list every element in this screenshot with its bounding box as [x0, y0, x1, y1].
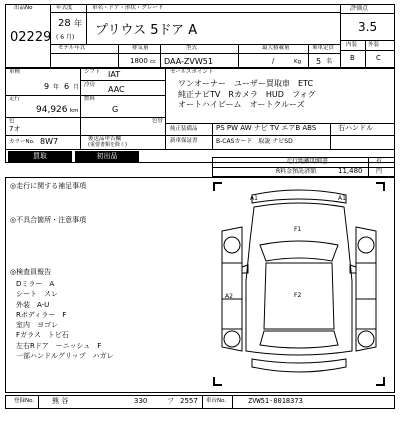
fuel-label: 燃料 — [84, 96, 96, 102]
new-car-warranty-value: B-CASカード 取説 ナビSD — [216, 138, 293, 145]
year-number: 28 — [58, 18, 71, 29]
capacity-unit: 名 — [326, 58, 333, 65]
color-label: 色 — [9, 118, 15, 124]
shift-label: シフト — [84, 69, 101, 75]
first-listing-badge: 初出品 — [75, 151, 139, 162]
eval-label: 評価点 — [350, 5, 369, 12]
damage-mark-a1-right: A1 — [338, 195, 346, 202]
sales-point-line: 純正ナビTV Rカメラ HUD フォグ — [178, 89, 316, 99]
mileage: 94,926 — [36, 105, 68, 115]
inspection-year-unit: 年 — [53, 84, 60, 91]
driving-notes-label: ◎走行に関する補足事項 — [10, 182, 87, 190]
registration-class: 330 — [134, 397, 148, 405]
inspector-item: Rボディラー F — [16, 310, 67, 319]
shift: IAT — [108, 70, 121, 79]
inspector-item: 外装 A-U — [16, 300, 50, 309]
car-name-label: 車名・ドア・形状・グレード — [92, 5, 164, 11]
year-month: ( 6 月) — [56, 34, 75, 41]
inspection-year: 9 — [44, 82, 50, 91]
max-load-label: 最大積載量 — [262, 45, 290, 51]
inspector-report-label: ◎検査員報告 — [10, 268, 52, 276]
recycle-declare-label: 後送品申告欄 — [88, 136, 122, 142]
model-year-label: モデル年式 — [58, 45, 86, 51]
inspector-item: Fガラス トビ石 — [16, 331, 69, 340]
lot-number: 02229 — [10, 30, 52, 45]
capacity: 5 — [316, 57, 322, 66]
inspection-month-unit: 月 — [73, 84, 80, 91]
mileage-unit: km — [70, 108, 79, 114]
registration-area: 熊 谷 — [52, 397, 69, 405]
damage-mark-a2: A2 — [225, 293, 233, 300]
equipment-items: PS PW AW ナビ TV エアB ABS — [216, 124, 317, 132]
displacement-unit: cc — [150, 59, 157, 65]
inspector-item: シート スレ — [16, 290, 58, 299]
interior-label: 内装 — [346, 42, 358, 48]
damage-mark-f2: F2 — [294, 292, 302, 299]
equipment-label: 純正装備品 — [170, 126, 198, 132]
recycle-fee-label: R料金預託済額 — [276, 168, 317, 175]
recycle-fee-unit: 円 — [376, 168, 383, 175]
damage-mark-a1-left: A1 — [250, 195, 258, 202]
chassis-label: 車台No. — [206, 398, 227, 404]
buy-badge: 買取 — [8, 151, 72, 162]
inspection-month: 6 — [64, 82, 70, 91]
exterior-grade: C — [376, 54, 381, 62]
registration-number: 2557 — [180, 397, 198, 405]
color: 7オ — [9, 125, 21, 133]
load-unit: Kg — [294, 59, 302, 65]
color-change-label: 色替 — [152, 118, 164, 124]
recycle-fee: 11,480 — [338, 167, 363, 175]
car-outline-svg — [212, 181, 386, 387]
color-no-label: カラーNo. — [9, 139, 35, 145]
cooling: AAC — [108, 85, 125, 94]
color-no: 8W7 — [40, 137, 59, 146]
registration-label: 登録No. — [14, 398, 35, 404]
year-label: 年式度 — [56, 5, 73, 11]
inspection-label: 車検 — [9, 69, 21, 75]
model-code: DAA-ZVW51 — [164, 57, 213, 66]
displacement: 1800 — [130, 57, 148, 65]
displacement-label: 排気量 — [132, 45, 149, 51]
interior-grade: B — [350, 54, 355, 62]
recycle-declare-sub: (重要書類を除く) — [88, 142, 127, 148]
inspector-item: Dミラー A — [16, 280, 55, 288]
inspector-item: 一部ハンドルグリップ ハガレ — [16, 352, 114, 361]
fuel: G — [112, 105, 119, 114]
slash-mark: / — [272, 57, 275, 65]
inspector-items — [16, 279, 114, 361]
lot-label: 出品No — [14, 5, 33, 11]
mileage-cert-label: 走行距離明細書 — [286, 158, 329, 165]
capacity-label: 乗車定員 — [312, 45, 335, 51]
sales-point-line: オートハイビーム オートクルーズ — [178, 100, 305, 109]
handle-side: 右ハンドル — [338, 124, 373, 132]
model-code-label: 型式 — [186, 45, 198, 51]
sales-points-label: セールスポイント — [170, 69, 214, 75]
car-name: プリウス 5ドア A — [95, 23, 198, 38]
inspector-item: 室内 ヨゴレ — [16, 321, 58, 330]
mileage-cert-value: 有 — [376, 158, 383, 165]
eval-score: 3.5 — [358, 20, 378, 34]
sales-point-line: ワンオーナー ユーザー買取車 ETC — [178, 79, 314, 88]
damage-mark-f1: F1 — [294, 226, 302, 233]
registration-kana: フ — [167, 397, 174, 405]
chassis-number: ZVW51-8018373 — [248, 397, 303, 405]
car-damage-diagram — [212, 181, 386, 387]
new-car-warranty-label: 新車保証書 — [170, 138, 198, 144]
mileage-label: 走行 — [9, 96, 21, 102]
exterior-label: 外装 — [368, 42, 380, 48]
inspector-item: 左右Rドア ーニッシュ F — [16, 341, 102, 350]
year-unit: 年 — [74, 19, 82, 28]
defect-notes-label: ◎不具合箇所・注意事項 — [10, 216, 87, 224]
cooling-label: 冷房 — [84, 82, 96, 88]
sales-points — [178, 79, 316, 111]
